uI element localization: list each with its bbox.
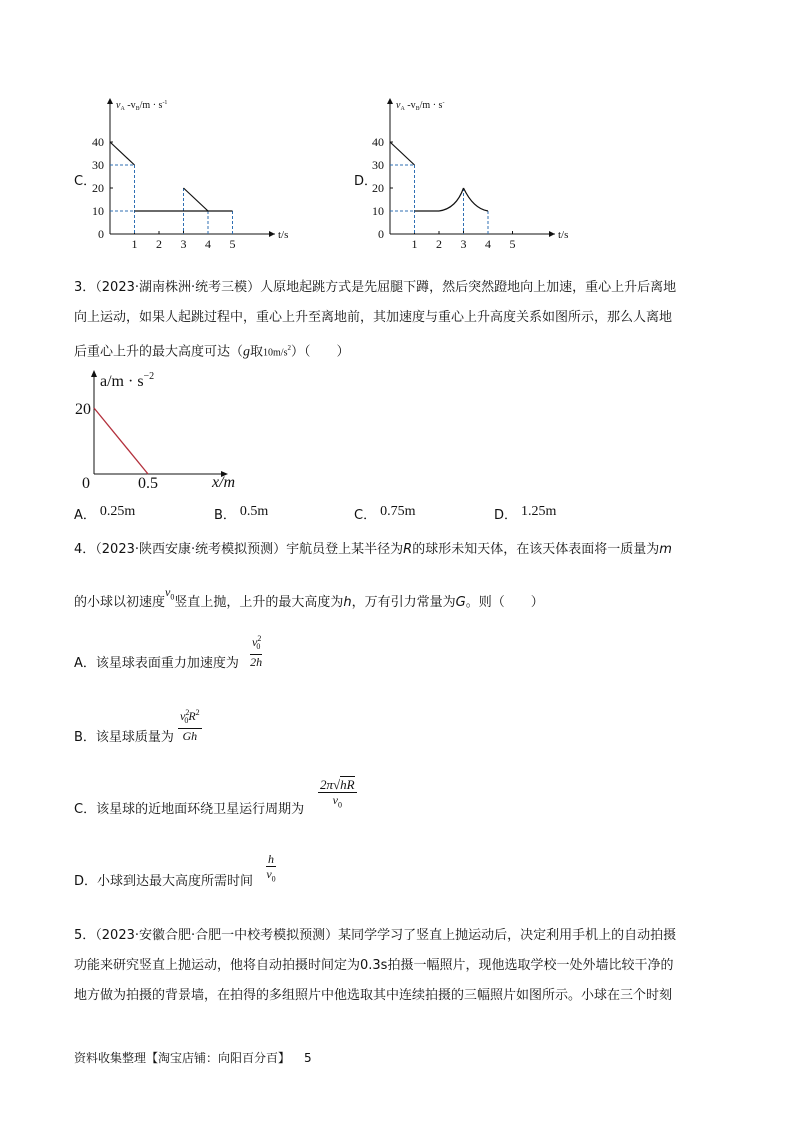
q4-text-2d: 。则（ ） [465,595,544,610]
x-tick-label: 4 [205,237,211,251]
q5-source: （2023·安徽合肥·合肥一中校考模拟预测） [95,928,339,943]
y-tick-label: 40 [372,135,384,149]
q3-option-b-label: B． [214,508,236,523]
q3-option-d-value: 1.25m [521,504,557,519]
y-axis-label: $v_A$ $-v_B/m \cdot s^{-1}$ [116,100,168,112]
q3-line1 [74,278,676,298]
q4-option-d: D．小球到达最大高度所需时间 [74,874,254,889]
q3-text-3: 后重心上升的最大高度可达（ [74,344,244,360]
option-c-label: C． [74,174,97,189]
y-tick-label: 20 [92,181,104,195]
footer-text: 资料收集整理【淘宝店铺：向阳百分百】 [74,1051,291,1065]
x-axis-label: t/s [558,229,569,241]
x-tick-label: 5 [509,237,516,251]
q4-option-c-fraction: $\frac{2\pi√hR}{v_0}$ [320,777,355,810]
x-axis-label: t/s [278,229,289,241]
q3-number: 3． [74,280,96,295]
y-tick-label: 30 [92,158,104,172]
q3-g-text: 取 [250,344,264,360]
y-axis-arrow [107,98,113,104]
q4-v0: $v_0$ [165,585,175,602]
y-tick-label: 0 [378,227,384,241]
q4-option-a: A．该星球表面重力加速度为 [74,656,239,671]
q4-number: 4． [74,542,96,557]
q4-line1 [74,540,672,560]
q4-option-c: C．该星球的近地面环绕卫星运行周期为 [74,802,305,817]
q4-option-a-fraction: $\frac{v^2_0}{2h}$ [250,634,263,670]
series-segment [184,188,209,211]
series-curve [464,188,489,211]
q3-g-exp: 2 [287,344,291,352]
chart-c [84,88,289,251]
chart-q3 [70,362,260,494]
y-axis-arrow [91,370,97,377]
q4-text-2a: 的小球以初速度 [74,595,166,610]
x-tick-label: 1 [131,237,138,251]
option-d-label: D． [354,174,378,189]
y-axis-label: $v_A$ $-v_B/m \cdot s^-$ [396,100,445,112]
q3-line2: 向上运动，如果人起跳过程中，重心上升至离地前，其加速度与重心上升高度关系如图所示，那么人离地 [74,310,673,325]
x-tick-label: 0.5 [138,475,158,492]
chart-d [364,88,574,251]
q4-var-m: m [659,542,672,557]
y-tick-label: 30 [372,158,384,172]
q3-g: g [243,344,251,360]
y-axis-label: $a/m \cdot s^{-2}$ [100,371,155,390]
q3-option-c-value: 0.75m [380,504,416,519]
q3-option-a-value: 0.25m [99,504,136,519]
x-axis-label: x/m [212,474,236,491]
q3-line3 [74,338,350,363]
q4-option-d-fraction: $\frac{h}{v_0}$ [266,852,276,884]
y-tick-label: 10 [372,204,384,218]
y-tick-label: 20 [75,401,91,418]
q3-option-c-label: C． [354,508,377,523]
x-tick-label: 2 [436,237,442,251]
q3-option-b [214,506,268,526]
q4-text-1a: 宇航员登上某半径为 [286,542,404,557]
q3-g-value: 10m/s [263,347,288,359]
q4-option-b: B．该星球质量为 [74,730,174,745]
q4-text-2b: 竖直上抛，上升的最大高度为 [174,595,344,610]
page-number: 5 [304,1051,312,1065]
series-line [94,408,148,474]
q3-option-d-label: D． [494,508,518,523]
x-tick-label: 4 [485,237,491,251]
q5-line3: 地方做为拍摄的背景墙，在拍得的多组照片中他选取其中连续拍摄的三幅照片如图所示。小球在三个时刻 [74,988,673,1003]
y-tick-label: 20 [372,181,384,195]
x-tick-label: 2 [156,237,162,251]
y-tick-label: 10 [92,204,104,218]
y-tick-label: 40 [92,135,104,149]
q4-line2 [74,585,544,617]
x-tick-label: 3 [460,237,467,251]
y-tick-label: 0 [98,227,104,241]
q5-line2: 功能来研究竖直上抛运动，他将自动拍摄时间定为0.3s拍摄一幅照片，现他选取学校一处外墙比较干净的 [74,958,674,973]
q3-source: （2023·湖南株洲·统考三模） [95,280,261,295]
q3-option-a [74,506,135,526]
q3-text-1: 人原地起跳方式是先屈腿下蹲，然后突然蹬地向上加速，重心上升后离地 [260,280,677,295]
q4-source: （2023·陕西安康·统考模拟预测） [95,542,287,557]
q5-line1 [74,926,676,946]
y-axis-arrow [387,98,393,104]
q3-option-d [494,506,556,526]
series-curve [439,188,464,211]
q3-option-a-label: A． [74,508,96,523]
series-segment [390,142,415,165]
q3-option-c [354,506,415,526]
series-segment [110,142,135,165]
origin-label: 0 [82,475,90,492]
footer [74,1048,312,1068]
q4-option-b-fraction: $\frac{v^2_0R^2}{Gh}$ [180,708,200,744]
q3-text-3-end: ）（ ） [290,344,350,360]
q4-var-r: R [403,542,413,557]
x-axis-arrow [549,231,555,237]
q3-option-b-value: 0.5m [239,504,269,519]
q5-text-1: 某同学学习了竖直上抛运动后，决定利用手机上的自动拍摄 [338,928,677,943]
x-tick-label: 5 [229,237,236,251]
q5-number: 5． [74,928,96,943]
x-tick-label: 1 [411,237,418,251]
q4-text-1b: 的球形未知天体，在该天体表面将一质量为 [412,542,660,557]
q4-var-h: h [343,595,352,610]
x-tick-label: 3 [180,237,187,251]
q4-text-2c: ，万有引力常量为 [351,595,456,610]
q4-var-g: G [455,595,466,610]
x-axis-arrow [269,231,275,237]
